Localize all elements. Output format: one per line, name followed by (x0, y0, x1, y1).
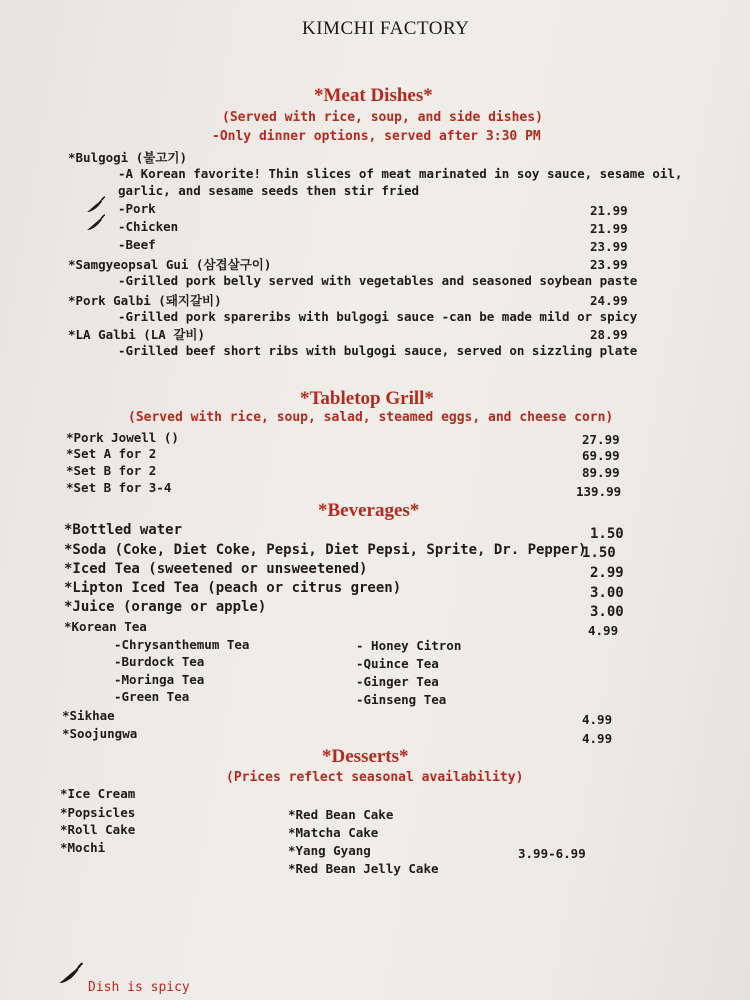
samgyeopsal-item: *Samgyeopsal Gui (삼겹살구이) (68, 257, 272, 272)
bulgogi-beef: -Beef (118, 237, 156, 252)
tea-ginger: -Ginger Tea (356, 674, 439, 689)
beverage-juice: *Juice (orange or apple) (64, 599, 267, 615)
grill-item-set-a: *Set A for 2 (66, 446, 157, 461)
spicy-pepper-icon (86, 196, 106, 214)
beverage-bottled-water-price: 1.50 (590, 526, 624, 542)
bulgogi-description-2: garlic, and sesame seeds then stir fried (118, 183, 420, 198)
beverage-korean-tea-price: 4.99 (588, 623, 619, 638)
desserts-note: (Prices reflect seasonal availability) (226, 770, 524, 785)
dessert-popsicles: *Popsicles (60, 805, 136, 820)
beverage-juice-price: 3.00 (590, 604, 624, 620)
grill-price-pork-jowell: 27.99 (582, 432, 620, 447)
beverage-lipton-tea-price: 3.00 (590, 585, 624, 601)
desserts-heading: *Desserts* (322, 746, 409, 767)
la-galbi-item: *LA Galbi (LA 갈비) (68, 327, 206, 342)
beverage-soojungwa: *Soojungwa (62, 726, 138, 741)
meat-dishes-heading: *Meat Dishes* (314, 85, 433, 106)
bulgogi-description: -A Korean favorite! Thin slices of meat marinated in soy sauce, sesame oil, (118, 166, 683, 181)
la-galbi-description: -Grilled beef short ribs with bulgogi sauce, served on sizzling plate (118, 343, 638, 358)
beverage-korean-tea: *Korean Tea (64, 619, 147, 634)
beverage-soda: *Soda (Coke, Diet Coke, Pepsi, Diet Pepsi, Sprite, Dr. Pepper) (64, 542, 587, 558)
dessert-mochi: *Mochi (60, 840, 106, 855)
tea-burdock: -Burdock Tea (114, 654, 205, 669)
dessert-red-bean-cake: *Red Bean Cake (288, 807, 394, 822)
beverage-iced-tea-price: 2.99 (590, 565, 624, 581)
grill-price-set-b-3-4: 139.99 (576, 484, 622, 499)
grill-price-set-a: 69.99 (582, 448, 620, 463)
pork-galbi-item: *Pork Galbi (돼지갈비) (68, 293, 222, 308)
samgyeopsal-description: -Grilled pork belly served with vegetables and seasoned soybean paste (118, 273, 638, 288)
spicy-legend-text: Dish is spicy (88, 980, 190, 995)
beverages-heading: *Beverages* (318, 500, 420, 521)
spicy-pepper-icon (58, 962, 84, 986)
tea-ginseng: -Ginseng Tea (356, 692, 447, 707)
dessert-price-range: 3.99-6.99 (518, 846, 586, 861)
beverage-sikhae: *Sikhae (62, 708, 115, 723)
beverage-sikhae-price: 4.99 (582, 712, 613, 727)
dessert-roll-cake: *Roll Cake (60, 822, 136, 837)
grill-item-set-b-3-4: *Set B for 3-4 (66, 480, 172, 495)
tea-honey-citron: - Honey Citron (356, 638, 462, 653)
tabletop-grill-heading: *Tabletop Grill* (300, 388, 434, 409)
beverage-soda-price: 1.50 (582, 545, 616, 561)
grill-item-pork-jowell: *Pork Jowell () (66, 430, 179, 445)
beverage-iced-tea: *Iced Tea (sweetened or unsweetened) (64, 561, 368, 577)
tea-green: -Green Tea (114, 689, 190, 704)
dessert-ice-cream: *Ice Cream (60, 786, 136, 801)
beverage-soojungwa-price: 4.99 (582, 731, 613, 746)
bulgogi-item: *Bulgogi (불고기) (68, 150, 188, 165)
grill-price-set-b-2: 89.99 (582, 465, 620, 480)
bulgogi-pork-price: 21.99 (590, 203, 628, 218)
bulgogi-pork: -Pork (118, 201, 156, 216)
dessert-matcha-cake: *Matcha Cake (288, 825, 379, 840)
bulgogi-chicken-price: 21.99 (590, 221, 628, 236)
spicy-pepper-icon (86, 214, 106, 232)
meat-note-1: (Served with rice, soup, and side dishes) (222, 110, 543, 125)
tea-quince: -Quince Tea (356, 656, 439, 671)
grill-item-set-b-2: *Set B for 2 (66, 463, 157, 478)
restaurant-title: KIMCHI FACTORY (302, 18, 470, 39)
meat-note-2: -Only dinner options, served after 3:30 PM (212, 129, 541, 144)
bulgogi-chicken: -Chicken (118, 219, 179, 234)
bulgogi-beef-price: 23.99 (590, 239, 628, 254)
pork-galbi-description: -Grilled pork spareribs with bulgogi sauce -can be made mild or spicy (118, 309, 638, 324)
grill-note: (Served with rice, soup, salad, steamed eggs, and cheese corn) (128, 410, 614, 425)
dessert-yang-gyang: *Yang Gyang (288, 843, 371, 858)
dessert-red-bean-jelly-cake: *Red Bean Jelly Cake (288, 861, 439, 876)
beverage-bottled-water: *Bottled water (64, 522, 183, 538)
la-galbi-price: 28.99 (590, 327, 628, 342)
beverage-lipton-tea: *Lipton Iced Tea (peach or citrus green) (64, 580, 402, 596)
tea-chrysanthemum: -Chrysanthemum Tea (114, 637, 250, 652)
pork-galbi-price: 24.99 (590, 293, 628, 308)
samgyeopsal-price: 23.99 (590, 257, 628, 272)
tea-moringa: -Moringa Tea (114, 672, 205, 687)
